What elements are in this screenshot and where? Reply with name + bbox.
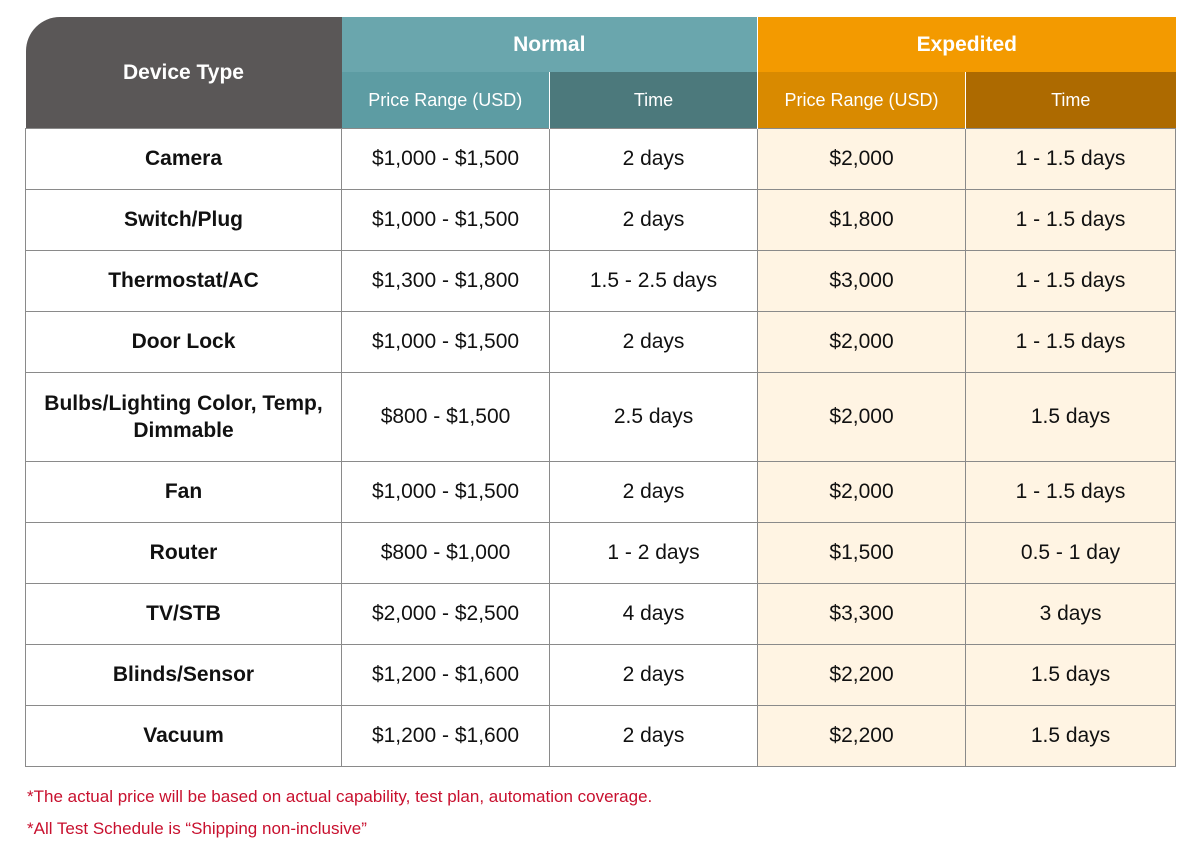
normal-time-cell: 2 days bbox=[550, 129, 758, 190]
device-type-header: Device Type bbox=[26, 17, 342, 129]
normal-time-cell: 2 days bbox=[550, 190, 758, 251]
expedited-time-cell: 1 - 1.5 days bbox=[966, 251, 1176, 312]
expedited-price-cell: $2,000 bbox=[758, 373, 966, 462]
normal-time-cell: 2 days bbox=[550, 462, 758, 523]
expedited-time-cell: 1 - 1.5 days bbox=[966, 462, 1176, 523]
normal-time-cell: 4 days bbox=[550, 584, 758, 645]
normal-price-cell: $1,200 - $1,600 bbox=[342, 645, 550, 706]
normal-time-cell: 1 - 2 days bbox=[550, 523, 758, 584]
expedited-price-cell: $1,800 bbox=[758, 190, 966, 251]
pricing-table bbox=[25, 17, 1176, 767]
table-row bbox=[26, 584, 1176, 645]
device-cell: Thermostat/AC bbox=[26, 251, 342, 312]
expedited-price-cell: $2,000 bbox=[758, 462, 966, 523]
expedited-time-cell: 1 - 1.5 days bbox=[966, 312, 1176, 373]
device-cell: Vacuum bbox=[26, 706, 342, 767]
table-row bbox=[26, 373, 1176, 462]
expedited-time-cell: 3 days bbox=[966, 584, 1176, 645]
table-row bbox=[26, 523, 1176, 584]
expedited-price-cell: $2,200 bbox=[758, 706, 966, 767]
device-cell: Fan bbox=[26, 462, 342, 523]
normal-group-header: Normal bbox=[342, 17, 758, 72]
normal-price-cell: $1,000 - $1,500 bbox=[342, 462, 550, 523]
expedited-price-cell: $3,300 bbox=[758, 584, 966, 645]
normal-price-cell: $1,200 - $1,600 bbox=[342, 706, 550, 767]
normal-price-cell: $800 - $1,000 bbox=[342, 523, 550, 584]
table-row bbox=[26, 706, 1176, 767]
normal-time-cell: 2.5 days bbox=[550, 373, 758, 462]
table-row bbox=[26, 645, 1176, 706]
expedited-time-cell: 1.5 days bbox=[966, 373, 1176, 462]
device-cell: Router bbox=[26, 523, 342, 584]
expedited-time-header: Time bbox=[966, 72, 1176, 129]
device-cell: Blinds/Sensor bbox=[26, 645, 342, 706]
normal-price-cell: $800 - $1,500 bbox=[342, 373, 550, 462]
table-row bbox=[26, 190, 1176, 251]
normal-time-cell: 2 days bbox=[550, 312, 758, 373]
table-row bbox=[26, 129, 1176, 190]
expedited-time-cell: 1.5 days bbox=[966, 645, 1176, 706]
expedited-price-cell: $2,000 bbox=[758, 129, 966, 190]
table-row bbox=[26, 251, 1176, 312]
expedited-time-cell: 0.5 - 1 day bbox=[966, 523, 1176, 584]
normal-price-cell: $1,000 - $1,500 bbox=[342, 190, 550, 251]
price-footnote: *The actual price will be based on actual capability, test plan, automation coverage. bbox=[27, 787, 653, 806]
expedited-time-cell: 1 - 1.5 days bbox=[966, 190, 1176, 251]
device-cell: Switch/Plug bbox=[26, 190, 342, 251]
normal-time-cell: 1.5 - 2.5 days bbox=[550, 251, 758, 312]
footnotes bbox=[27, 787, 652, 851]
pricing-table-container bbox=[25, 17, 1175, 767]
device-cell: TV/STB bbox=[26, 584, 342, 645]
expedited-price-header: Price Range (USD) bbox=[758, 72, 966, 129]
normal-time-header: Time bbox=[550, 72, 758, 129]
device-cell: Door Lock bbox=[26, 312, 342, 373]
device-cell: Camera bbox=[26, 129, 342, 190]
expedited-price-cell: $1,500 bbox=[758, 523, 966, 584]
normal-price-header: Price Range (USD) bbox=[342, 72, 550, 129]
expedited-price-cell: $3,000 bbox=[758, 251, 966, 312]
normal-time-cell: 2 days bbox=[550, 645, 758, 706]
normal-price-cell: $1,000 - $1,500 bbox=[342, 312, 550, 373]
expedited-price-cell: $2,200 bbox=[758, 645, 966, 706]
expedited-time-cell: 1 - 1.5 days bbox=[966, 129, 1176, 190]
normal-price-cell: $2,000 - $2,500 bbox=[342, 584, 550, 645]
normal-price-cell: $1,000 - $1,500 bbox=[342, 129, 550, 190]
table-row bbox=[26, 462, 1176, 523]
normal-price-cell: $1,300 - $1,800 bbox=[342, 251, 550, 312]
normal-time-cell: 2 days bbox=[550, 706, 758, 767]
expedited-price-cell: $2,000 bbox=[758, 312, 966, 373]
expedited-time-cell: 1.5 days bbox=[966, 706, 1176, 767]
expedited-group-header: Expedited bbox=[758, 17, 1176, 72]
table-row bbox=[26, 312, 1176, 373]
device-cell: Bulbs/Lighting Color, Temp, Dimmable bbox=[26, 373, 342, 462]
schedule-footnote: *All Test Schedule is “Shipping non-inclusive” bbox=[27, 819, 367, 838]
